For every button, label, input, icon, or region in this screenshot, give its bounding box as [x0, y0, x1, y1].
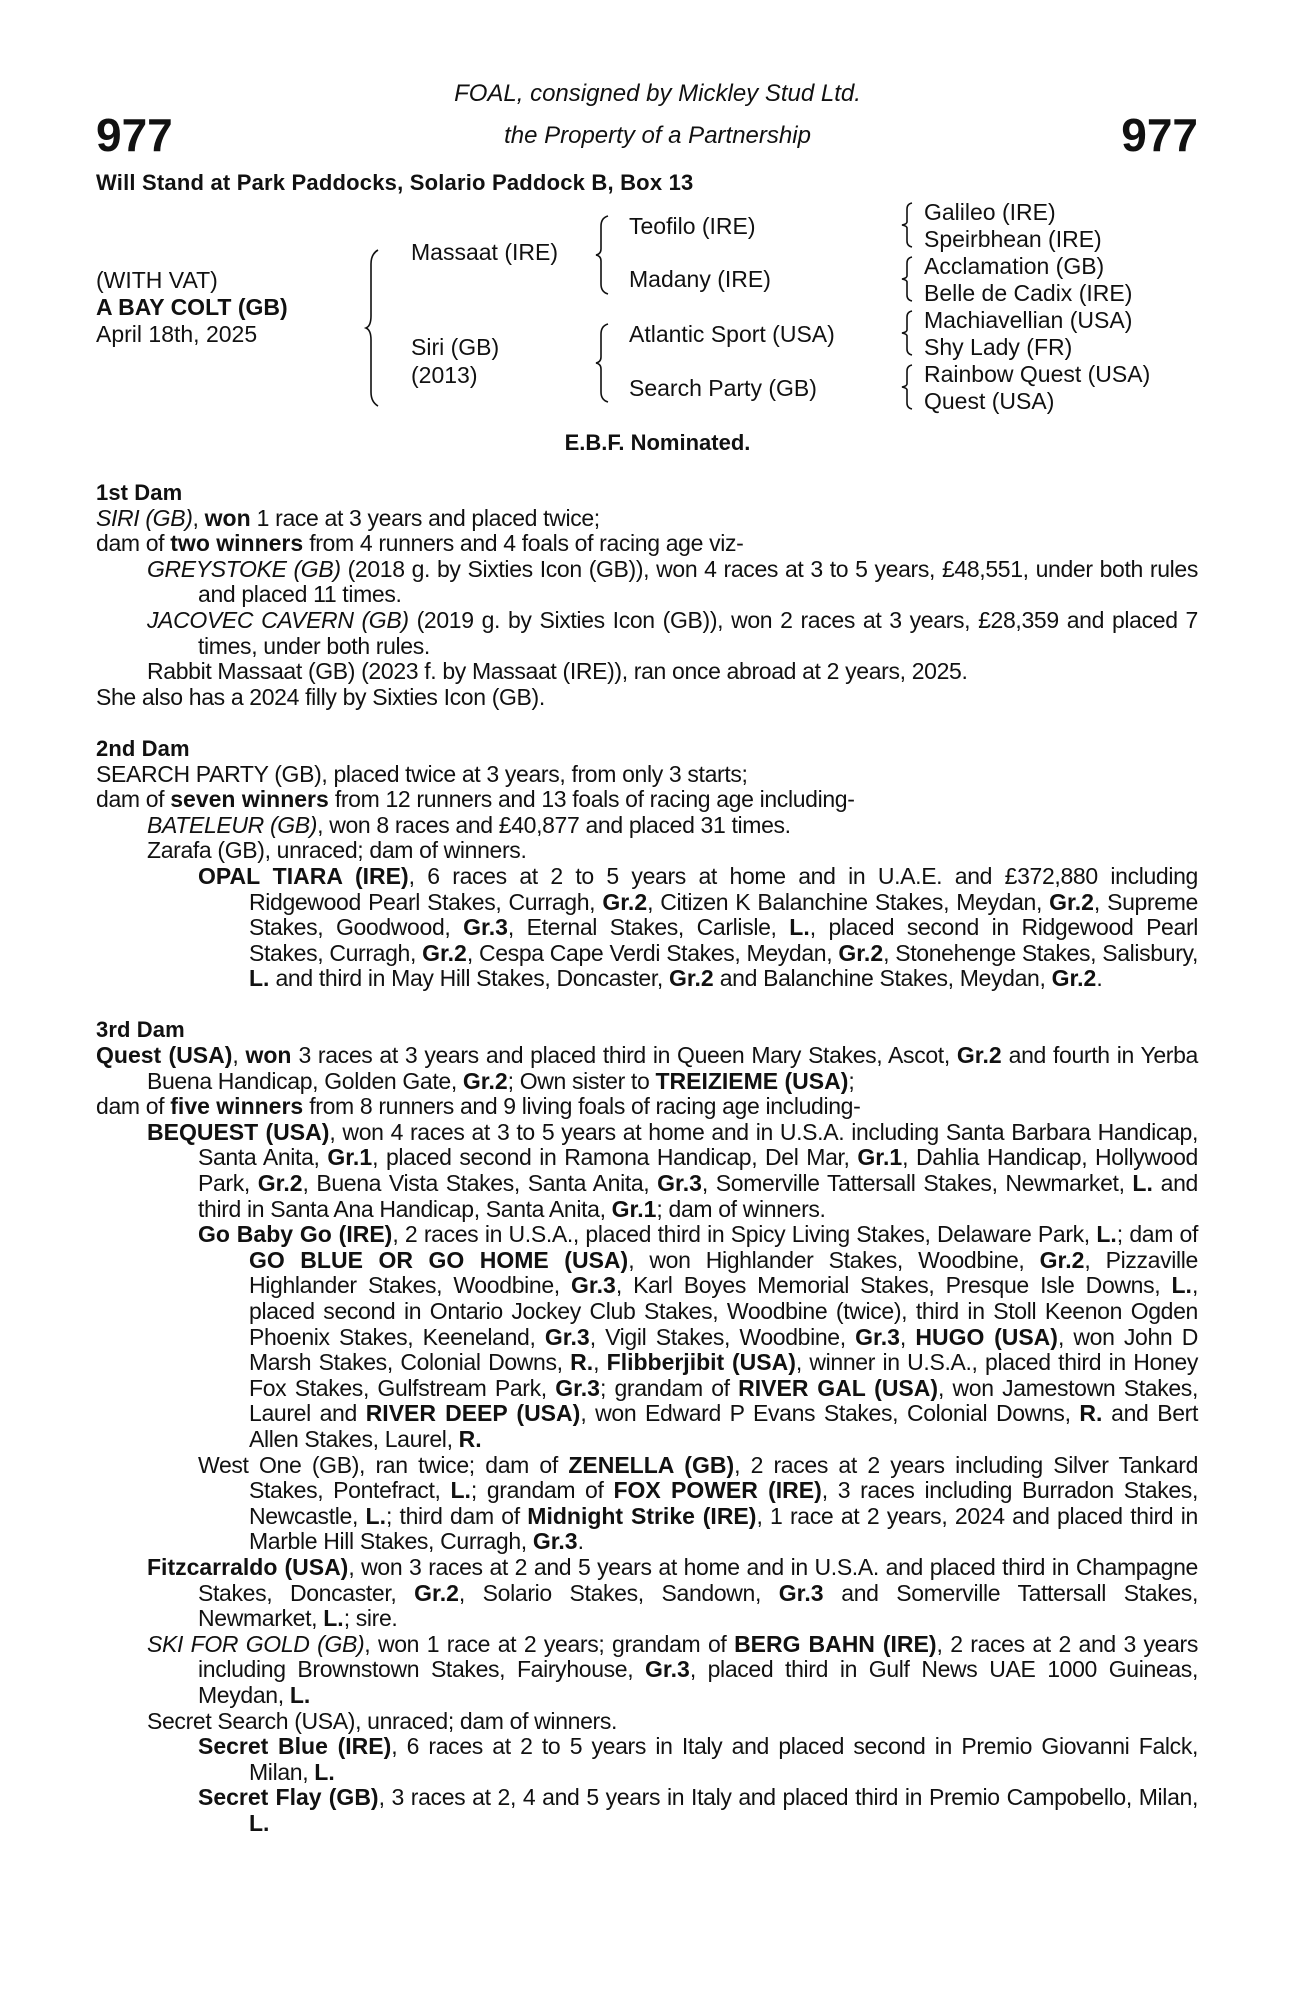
- text: , Buena Vista Stakes, Santa Anita,: [302, 1170, 658, 1197]
- ancestor-2: Speirbhean (IRE): [924, 226, 1102, 252]
- text: dam of: [96, 1093, 171, 1120]
- text: , won Edward P Evans Stakes, Colonial Downs,: [580, 1400, 1080, 1427]
- produce-entry: [96, 1632, 1198, 1709]
- text: , 6 races at 2 to 5 years in Italy and placed second in Premio Giovanni Falck, Milan,: [249, 1733, 1199, 1785]
- produce-entry: [96, 608, 1198, 659]
- text: , 2 races at 2 and 3 years including Brownstown Stakes, Fairyhouse,: [198, 1630, 1198, 1683]
- text: 3 races at 3 years and placed third in Queen Mary Stakes, Ascot,: [291, 1042, 957, 1069]
- text: ; Own sister to: [507, 1067, 656, 1094]
- text: ; dam of: [1116, 1221, 1199, 1248]
- bold-text: L.: [1171, 1272, 1192, 1299]
- produce-entry: [96, 864, 1198, 992]
- text: from 12 runners and 13 foals of racing age including-: [328, 786, 855, 813]
- dam: Siri (GB): [411, 334, 500, 360]
- bold-text: Gr.2: [462, 1067, 508, 1094]
- produce-entry: [96, 659, 1198, 685]
- bold-text: Gr.2: [668, 965, 714, 992]
- dam-section: [96, 736, 1198, 992]
- consignor-line: FOAL, consigned by Mickley Stud Ltd.: [454, 80, 861, 107]
- bold-text: TREIZIEME (USA): [655, 1067, 849, 1094]
- bold-text: L.: [450, 1477, 471, 1504]
- produce-entry: [96, 685, 1198, 711]
- text: , won Highlander Stakes, Woodbine,: [628, 1246, 1040, 1273]
- produce-record: [96, 480, 1198, 1862]
- text: and Bert Allen Stakes, Laurel,: [249, 1400, 1199, 1452]
- text: , 3 races including Burradon Stakes, Newcastle,: [249, 1477, 1198, 1529]
- brace-1: [366, 250, 380, 406]
- brace-3c: [902, 311, 914, 355]
- text: She also has a 2024 filly by Sixties Icon (GB).: [96, 683, 545, 710]
- text: , won 4 races at 3 to 5 years at home and in U.S.A. including Santa Barbara Handicap, Santa Anita,: [198, 1118, 1198, 1171]
- ancestor-7: Rainbow Quest (USA): [924, 361, 1151, 387]
- bold-text: Gr.3: [571, 1272, 616, 1299]
- text: ,: [232, 1042, 246, 1069]
- bold-text: Quest (USA): [96, 1042, 233, 1069]
- bold-text: Gr.2: [1039, 1246, 1085, 1273]
- produce-entry: [96, 787, 1198, 813]
- text: ,: [899, 1323, 916, 1350]
- bold-text: Gr.1: [327, 1144, 373, 1171]
- text: , Citizen K Balanchine Stakes, Meydan,: [647, 888, 1050, 915]
- text: (2019 g. by Sixties Icon (GB)), won 2 races at 3 years, £28,359 and placed 7 times, under both rules.: [198, 606, 1198, 659]
- ancestor-1: Galileo (IRE): [924, 199, 1056, 225]
- text: , won 1 race at 2 years; grandam of: [364, 1630, 735, 1657]
- bold-text: HUGO (USA): [915, 1323, 1058, 1350]
- sire-sire: Teofilo (IRE): [629, 213, 756, 239]
- text: Secret Search (USA), unraced; dam of winners.: [147, 1707, 618, 1734]
- produce-entry: [96, 1043, 1198, 1094]
- produce-entry: [96, 838, 1198, 864]
- text: , placed second in Ontario Jockey Club Stakes, Woodbine (twice), third in Stoll Keenon Ogden Phoenix Stakes, Keeneland,: [249, 1272, 1198, 1350]
- text: and third in May Hill Stakes, Doncaster,: [269, 965, 669, 992]
- bold-text: L.: [1096, 1221, 1117, 1248]
- text: and fourth in Yerba Buena Handicap, Golden Gate,: [147, 1042, 1198, 1094]
- bold-text: Gr.1: [611, 1195, 657, 1222]
- produce-entry: [96, 1709, 1198, 1735]
- brace-3a: [902, 203, 914, 247]
- ebf-nominated: E.B.F. Nominated.: [564, 430, 751, 455]
- bold-text: ZENELLA (GB): [568, 1451, 735, 1478]
- section-heading: 3rd Dam: [96, 1017, 185, 1043]
- text: ; grandam of: [470, 1477, 614, 1504]
- text: SEARCH PARTY (GB), placed twice at 3 years, from only 3 starts;: [96, 760, 748, 787]
- foaling-date: April 18th, 2025: [96, 321, 258, 347]
- text: , Vigil Stakes, Woodbine,: [589, 1323, 856, 1350]
- produce-entry: [96, 1120, 1198, 1222]
- text: 1 race at 3 years and placed twice;: [250, 504, 600, 531]
- text: , placed third in Gulf News UAE 1000 Guineas, Meydan,: [198, 1656, 1198, 1708]
- bold-text: five winners: [170, 1093, 304, 1120]
- text: and Somerville Tattersall Stakes, Newmarket,: [198, 1579, 1198, 1632]
- brace-3b: [902, 257, 914, 301]
- text: , Eternal Stakes, Carlisle,: [507, 914, 790, 941]
- bold-text: FOX POWER (IRE): [613, 1477, 822, 1504]
- bold-text: R.: [458, 1425, 482, 1452]
- text: and third in Santa Ana Handicap, Santa Anita,: [198, 1170, 1199, 1222]
- bold-text: RIVER DEEP (USA): [365, 1400, 581, 1427]
- text: , 2 races in U.S.A., placed third in Spicy Living Stakes, Delaware Park,: [392, 1221, 1097, 1248]
- bold-text: L.: [249, 965, 270, 992]
- text: .: [577, 1528, 584, 1555]
- bold-text: two winners: [170, 530, 304, 557]
- bold-text: Gr.3: [645, 1656, 690, 1683]
- italic-text: SKI FOR GOLD (GB): [147, 1630, 365, 1657]
- produce-entry: [96, 1453, 1198, 1555]
- text: and Balanchine Stakes, Meydan,: [713, 965, 1052, 992]
- bold-text: Gr.3: [532, 1528, 578, 1555]
- section-heading: 1st Dam: [96, 480, 183, 505]
- text: , Cespa Cape Verdi Stakes, Meydan,: [466, 939, 839, 966]
- bold-text: R.: [1079, 1400, 1103, 1427]
- bold-text: Secret Blue (IRE): [198, 1733, 392, 1760]
- produce-entry: [96, 813, 1198, 839]
- bold-text: Gr.2: [414, 1579, 459, 1606]
- bold-text: Gr.2: [422, 939, 467, 966]
- produce-entry: [96, 557, 1198, 608]
- bold-text: Go Baby Go (IRE): [198, 1221, 393, 1248]
- text: dam of: [96, 530, 171, 557]
- text: Zarafa (GB), unraced; dam of winners.: [147, 837, 527, 864]
- bold-text: won: [204, 504, 251, 531]
- italic-text: JACOVEC CAVERN (GB): [147, 606, 409, 633]
- text: , 2 races at 2 years including Silver Tankard Stakes, Pontefract,: [249, 1451, 1199, 1504]
- bold-text: Gr.1: [857, 1144, 903, 1171]
- bold-text: OPAL TIARA (IRE): [198, 862, 409, 889]
- bold-text: L.: [365, 1502, 386, 1529]
- text: ,: [192, 504, 205, 531]
- produce-entry: [96, 1222, 1198, 1452]
- text: ,: [593, 1349, 607, 1376]
- bold-text: Gr.3: [544, 1323, 590, 1350]
- bold-text: L.: [289, 1681, 311, 1708]
- bold-text: Flibberjibit (USA): [606, 1349, 796, 1376]
- produce-entry: [96, 531, 1198, 557]
- brace-2a: [596, 216, 610, 294]
- text: Rabbit Massaat (GB) (2023 f. by Massaat (IRE)), ran once abroad at 2 years, 2025.: [147, 658, 968, 685]
- bold-text: Gr.3: [855, 1323, 900, 1350]
- bold-text: GO BLUE OR GO HOME (USA): [249, 1246, 629, 1273]
- dam-dam: Search Party (GB): [629, 375, 817, 401]
- text: , won 3 races at 2 and 5 years at home and in U.S.A. and placed third in Champagne Stakes, Doncaster,: [198, 1553, 1198, 1606]
- produce-entry: [96, 1785, 1198, 1836]
- italic-text: BATELEUR (GB): [147, 811, 318, 838]
- italic-text: SIRI (GB): [96, 504, 193, 531]
- section-heading: 2nd Dam: [96, 735, 190, 761]
- sire-dam: Madany (IRE): [629, 266, 771, 292]
- dam-section: [96, 1017, 1198, 1836]
- text: , Stonehenge Stakes, Salisbury,: [883, 939, 1198, 966]
- text: , won 8 races and £40,877 and placed 31 times.: [317, 811, 791, 838]
- produce-entry: [96, 1094, 1198, 1120]
- text: , Somerville Tattersall Stakes, Newmarket,: [701, 1170, 1133, 1197]
- dam-year: (2013): [411, 362, 478, 388]
- text: , 3 races at 2, 4 and 5 years in Italy and placed third in Premio Campobello, Milan,: [378, 1784, 1198, 1811]
- bold-text: RIVER GAL (USA): [738, 1374, 939, 1401]
- bold-text: Midnight Strike (IRE): [527, 1502, 757, 1529]
- italic-text: GREYSTOKE (GB): [147, 555, 341, 582]
- text: , placed second in Ramona Handicap, Del Mar,: [372, 1144, 858, 1171]
- brace-3d: [902, 365, 914, 409]
- text: , winner in U.S.A., placed third in Honey Fox Stakes, Gulfstream Park,: [249, 1349, 1198, 1401]
- bold-text: Gr.2: [1051, 965, 1097, 992]
- text: , Dahlia Handicap, Hollywood Park,: [198, 1144, 1198, 1197]
- sire: Massaat (IRE): [411, 239, 558, 265]
- vat-note: (WITH VAT): [96, 267, 218, 293]
- bold-text: Gr.2: [1049, 888, 1094, 915]
- dam-sire: Atlantic Sport (USA): [629, 321, 835, 347]
- bold-text: BERG BAHN (IRE): [734, 1630, 937, 1657]
- text: , Supreme Stakes, Goodwood,: [249, 888, 1198, 941]
- text: , won Jamestown Stakes, Laurel and: [249, 1374, 1198, 1427]
- bold-text: Gr.2: [838, 939, 884, 966]
- bold-text: Gr.3: [778, 1579, 824, 1606]
- bold-text: Gr.3: [555, 1374, 600, 1401]
- text: from 8 runners and 9 living foals of racing age including-: [303, 1093, 861, 1120]
- bold-text: Gr.3: [463, 914, 508, 941]
- bold-text: seven winners: [170, 786, 329, 813]
- bold-text: Gr.2: [602, 888, 648, 915]
- text: dam of: [96, 786, 171, 813]
- text: ; third dam of: [385, 1502, 528, 1529]
- bold-text: Secret Flay (GB): [198, 1784, 379, 1811]
- bold-text: R.: [570, 1349, 594, 1376]
- text: ; dam of winners.: [656, 1195, 826, 1222]
- produce-entry: [96, 506, 1198, 532]
- text: from 4 runners and 4 foals of racing age viz-: [303, 530, 744, 557]
- text: , Karl Boyes Memorial Stakes, Presque Isle Downs,: [615, 1272, 1172, 1299]
- property-line: the Property of a Partnership: [504, 122, 811, 149]
- bold-text: Gr.2: [956, 1042, 1002, 1069]
- produce-entry: [96, 1555, 1198, 1632]
- ancestor-4: Belle de Cadix (IRE): [924, 280, 1133, 306]
- ancestor-5: Machiavellian (USA): [924, 307, 1133, 333]
- bold-text: L.: [789, 914, 810, 941]
- bold-text: L.: [1132, 1170, 1153, 1197]
- text: ; grandam of: [599, 1374, 739, 1401]
- horse-name: A BAY COLT (GB): [96, 294, 288, 320]
- text: West One (GB), ran twice; dam of: [198, 1451, 569, 1478]
- bold-text: Gr.2: [257, 1170, 303, 1197]
- text: (2018 g. by Sixties Icon (GB)), won 4 races at 3 to 5 years, £48,551, under both rules and placed 11 times.: [198, 555, 1198, 608]
- dam-section: [96, 480, 1198, 710]
- produce-entry: [96, 762, 1198, 788]
- brace-2b: [596, 324, 610, 402]
- bold-text: L.: [249, 1809, 270, 1836]
- text: ;: [848, 1067, 855, 1094]
- text: , won John D Marsh Stakes, Colonial Downs,: [249, 1323, 1198, 1376]
- bold-text: won: [245, 1042, 292, 1069]
- text: , Solario Stakes, Sandown,: [458, 1579, 779, 1606]
- bold-text: BEQUEST (USA): [147, 1118, 330, 1145]
- bold-text: L.: [314, 1758, 335, 1785]
- text: , Pizzaville Highlander Stakes, Woodbine,: [249, 1246, 1198, 1299]
- ancestor-3: Acclamation (GB): [924, 253, 1105, 279]
- text: , 6 races at 2 to 5 years at home and in U.A.E. and £372,880 including Ridgewood Pearl Stakes, Curragh,: [249, 862, 1198, 915]
- bold-text: Fitzcarraldo (USA): [147, 1553, 349, 1580]
- ancestor-8: Quest (USA): [924, 388, 1055, 414]
- bold-text: L.: [323, 1605, 344, 1632]
- ancestor-6: Shy Lady (FR): [924, 334, 1073, 360]
- lot-number-left: 977: [96, 109, 173, 161]
- text: , 1 race at 2 years, 2024 and placed third in Marble Hill Stakes, Curragh,: [249, 1502, 1198, 1555]
- stand-location: Will Stand at Park Paddocks, Solario Paddock B, Box 13: [96, 170, 694, 195]
- bold-text: Gr.3: [657, 1170, 702, 1197]
- text: ; sire.: [343, 1605, 398, 1632]
- produce-entry: [96, 1734, 1198, 1785]
- text: , placed second in Ridgewood Pearl Stakes, Curragh,: [249, 914, 1199, 966]
- lot-number-right: 977: [1121, 109, 1198, 161]
- text: .: [1096, 965, 1103, 992]
